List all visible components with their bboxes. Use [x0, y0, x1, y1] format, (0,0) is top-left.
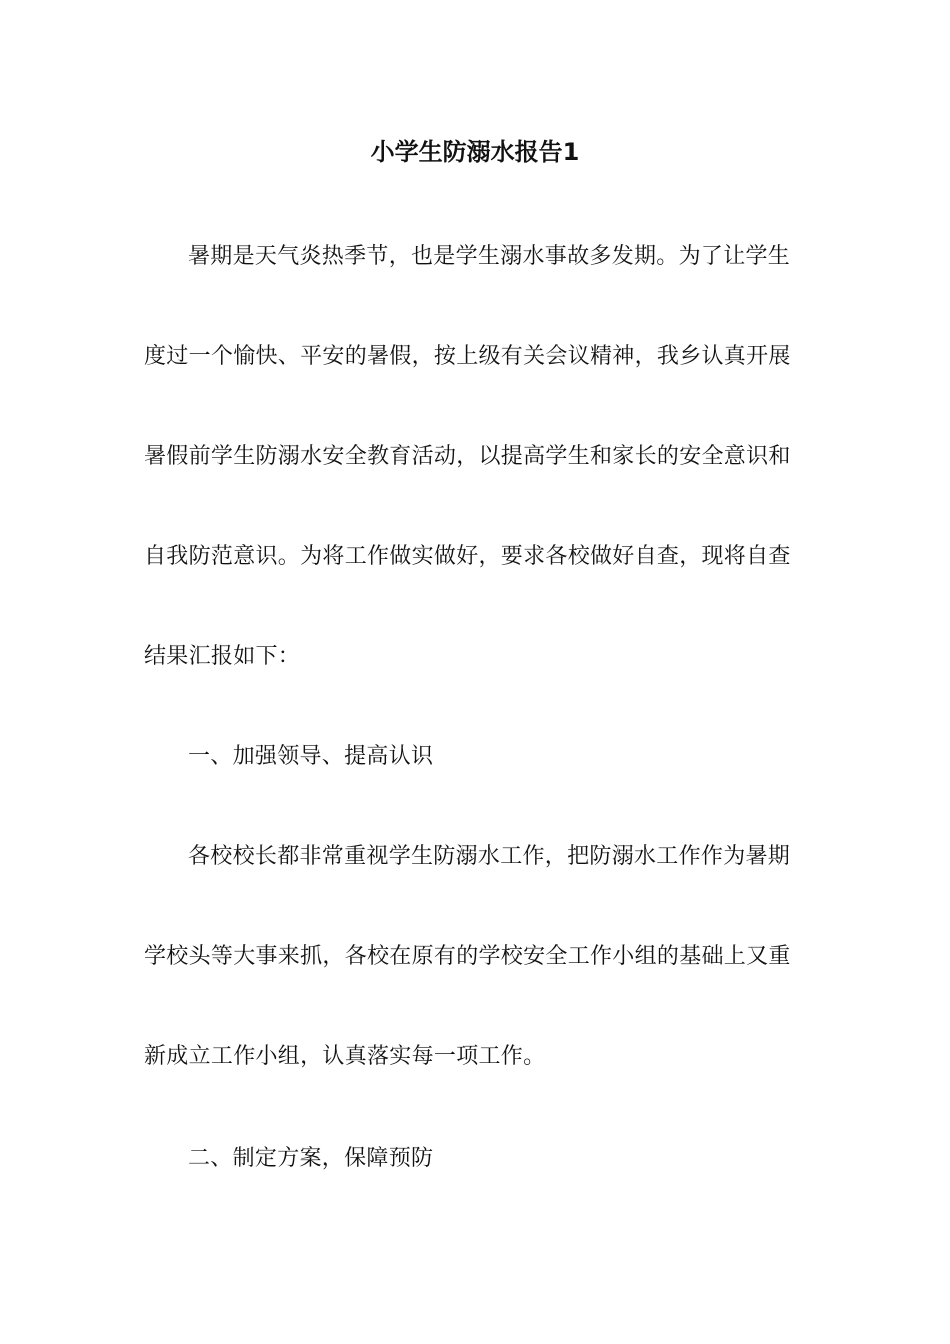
paragraph-1-line-5: 结果汇报如下：	[144, 644, 301, 669]
paragraph-2-line-3: 新成立工作小组，认真落实每一项工作。	[144, 1044, 546, 1069]
paragraph-2-line-1: 各校校长都非常重视学生防溺水工作，把防溺水工作作为暑期	[188, 844, 791, 869]
section-heading-2: 二、制定方案，保障预防	[188, 1146, 434, 1171]
section-heading-1: 一、加强领导、提高认识	[188, 744, 434, 769]
document-title: 小学生防溺水报告1	[370, 138, 580, 166]
paragraph-1-line-2: 度过一个愉快、平安的暑假，按上级有关会议精神，我乡认真开展	[144, 344, 791, 369]
paragraph-2-line-2: 学校头等大事来抓，各校在原有的学校安全工作小组的基础上又重	[144, 944, 791, 969]
paragraph-1-line-3: 暑假前学生防溺水安全教育活动，以提高学生和家长的安全意识和	[144, 444, 791, 469]
paragraph-1-line-1: 暑期是天气炎热季节，也是学生溺水事故多发期。为了让学生	[188, 244, 791, 269]
paragraph-1-line-4: 自我防范意识。为将工作做实做好，要求各校做好自查，现将自查	[144, 544, 791, 569]
